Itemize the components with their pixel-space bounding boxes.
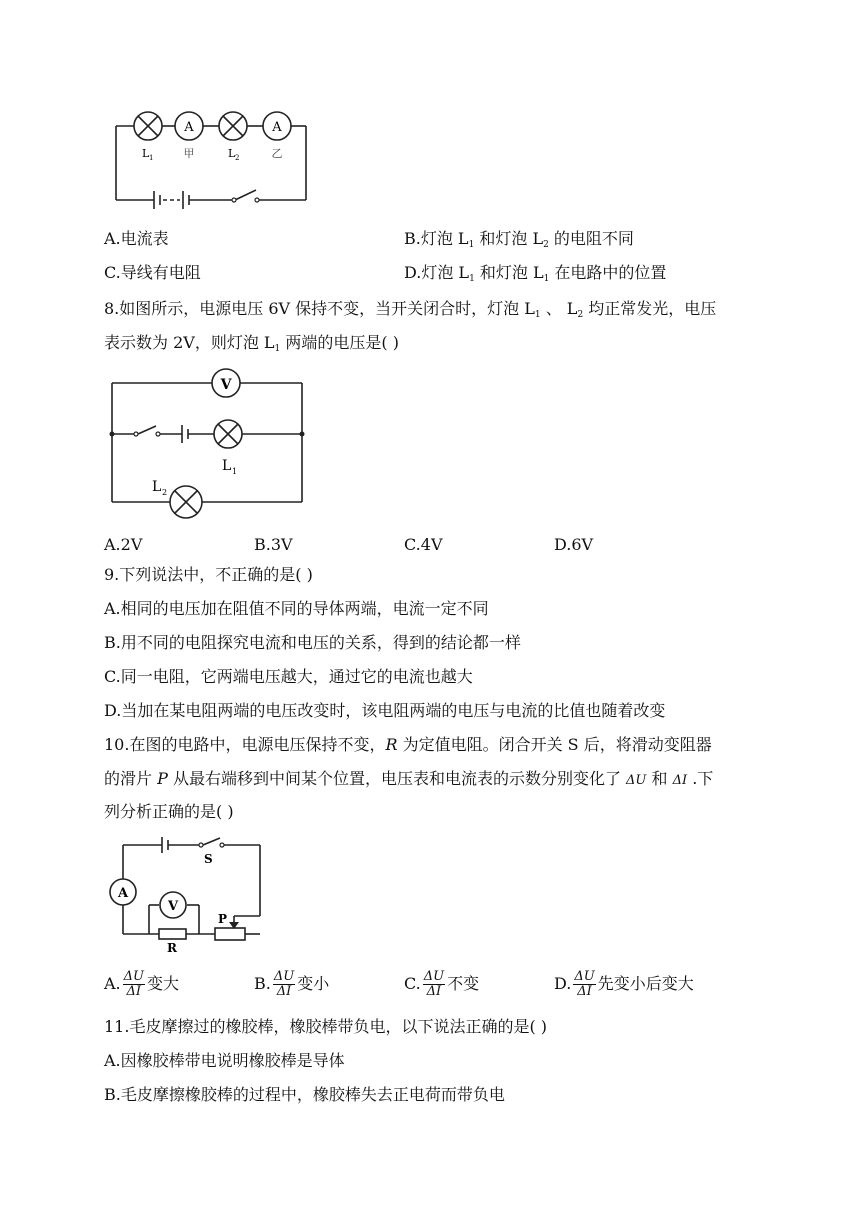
label-l1: L — [142, 147, 150, 160]
label-jia: 甲 — [183, 147, 195, 160]
q10-option-a: A. $\frac{\Delta U}{\Delta I}$ 变大 — [104, 969, 180, 999]
switch-label: S — [204, 852, 213, 866]
q7-option-c: C.导线有电阻 — [104, 263, 201, 282]
q7-option-d: D.灯泡 $L_1$ 和灯泡 $L_1$ 在电路中的位置 — [404, 263, 667, 284]
q8-stem-line2: 表示数为 2V，则灯泡 $L_1$ 两端的电压是( ) — [104, 333, 399, 354]
q10-stem-line2: 的滑片 P 从最右端移到中间某个位置，电压表和电流表的示数分别变化了 ΔU 和 ΔI .下 — [104, 769, 714, 788]
q9-option-b: B.用不同的电阻探究电流和电压的关系，得到的结论都一样 — [104, 633, 521, 652]
q9-option-c: C.同一电阻，它两端电压越大，通过它的电流也越大 — [104, 667, 473, 686]
q8-option-b: B.3V — [254, 535, 293, 554]
fraction: $\frac{\Delta U}{\Delta I}$ — [273, 969, 295, 999]
label-yi: 乙 — [271, 147, 283, 160]
voltmeter-symbol: V — [220, 377, 232, 393]
q10-option-d: D. $\frac{\Delta U}{\Delta I}$ 先变小后变大 — [554, 969, 694, 999]
q7-option-a: A.电流表 — [104, 229, 169, 248]
q11-stem: 11.毛皮摩擦过的橡胶棒，橡胶棒带负电，以下说法正确的是( ) — [104, 1017, 548, 1036]
q11-option-b: B.毛皮摩擦橡胶棒的过程中，橡胶棒失去正电荷而带负电 — [104, 1085, 505, 1104]
figure-q10-circuit — [104, 834, 274, 958]
label-l2: L — [228, 147, 236, 160]
label-l1-sub: 1 — [232, 467, 238, 476]
q8-option-d: D.6V — [554, 535, 594, 554]
q8-option-c: C.4V — [404, 535, 443, 554]
q8-option-a: A.2V — [104, 535, 143, 554]
q7-option-b: B.灯泡 $L_1$ 和灯泡 $L_2$ 的电阻不同 — [404, 229, 634, 250]
q10-option-c: C. $\frac{\Delta U}{\Delta I}$ 不变 — [404, 969, 480, 999]
figure-q8-circuit — [104, 366, 314, 526]
label-l2-sub: 2 — [235, 154, 240, 162]
label-l1: L — [222, 458, 232, 474]
q8-stem-line1: 8.如图所示，电源电压 6V 保持不变，当开关闭合时，灯泡 $L_1$ 、 $L_2$ 均正常发光，电压 — [104, 299, 717, 320]
slider-label: P — [218, 912, 228, 926]
resistor-label: R — [167, 941, 177, 955]
q9-option-d: D.当加在某电阻两端的电压改变时，该电阻两端的电压与电流的比值也随着改变 — [104, 701, 666, 720]
q11-option-a: A.因橡胶棒带电说明橡胶棒是导体 — [104, 1051, 345, 1070]
fraction: $\frac{\Delta U}{\Delta I}$ — [574, 969, 595, 999]
label-l1-sub: 1 — [149, 154, 154, 162]
fraction: $\frac{\Delta U}{\Delta I}$ — [423, 969, 445, 999]
ammeter-symbol: A — [117, 886, 129, 901]
q10-option-b: B. $\frac{\Delta U}{\Delta I}$ 变小 — [254, 969, 330, 999]
q9-stem: 9.下列说法中，不正确的是( ) — [104, 565, 313, 584]
ammeter-jia-symbol: A — [184, 120, 194, 135]
q9-option-a: A.相同的电压加在阻值不同的导体两端，电流一定不同 — [104, 599, 489, 618]
fraction: $\frac{\Delta U}{\Delta I}$ — [123, 969, 144, 999]
label-l2: L — [152, 479, 162, 495]
voltmeter-symbol: V — [167, 899, 179, 914]
ammeter-yi-symbol: A — [272, 120, 282, 135]
q10-stem-line1: 10.在图的电路中，电源电压保持不变，R 为定值电阻。闭合开关 S 后，将滑动变阻器 — [104, 735, 712, 754]
figure-q7-circuit — [108, 108, 318, 216]
q10-stem-line3: 列分析正确的是( ) — [104, 802, 234, 821]
label-l2-sub: 2 — [162, 488, 168, 497]
